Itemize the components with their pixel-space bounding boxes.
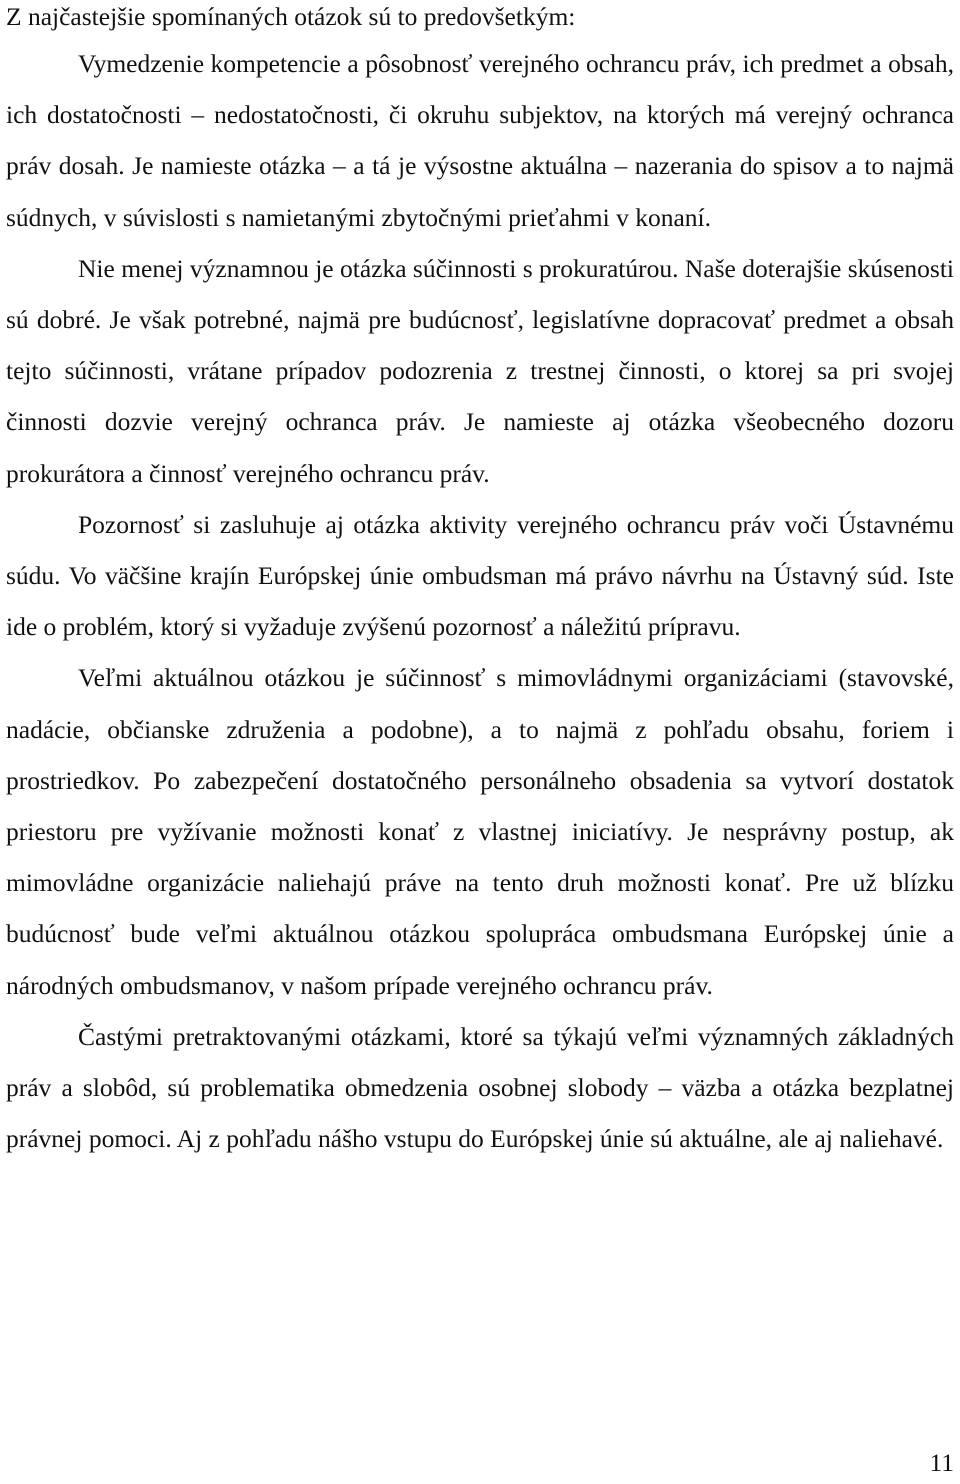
- paragraph-basic-rights: Častými pretraktovanými otázkami, ktoré sa týkajú veľmi významných základných práv a slobôd, sú problematika obmedzenia osobnej slobody – väzba a otázka bezplatnej právnej pomoci. Aj z pohľadu nášho vstupu do Európskej únie sú aktuálne, ale aj naliehavé.: [6, 1021, 954, 1154]
- body-text: [6, 38, 954, 1164]
- intro-line: Z najčastejšie spomínaných otázok sú to predovšetkým:: [6, 2, 576, 31]
- document-page: [6, 0, 954, 1154]
- paragraph-competence: Vymedzenie kompetencie a pôsobnosť verejného ochrancu práv, ich predmet a obsah, ich dostatočnosti – nedostatočnosti, či okruhu subjektov, na ktorých má verejný ochranca práv dosah. Je namieste otázka – a tá je výsostne aktuálna – nazerania do spisov a to najmä súdnych, v súvislosti s namietanými zbytočnými prieťahmi v konaní.: [6, 49, 954, 232]
- paragraph-constitutional-court: Pozornosť si zasluhuje aj otázka aktivity verejného ochrancu práv voči Ústavnému súdu. Vo väčšine krajín Európskej únie ombudsman má právo návrhu na Ústavný súd. Iste ide o problém, ktorý si vyžaduje zvýšenú pozornosť a náležitú prípravu.: [6, 509, 954, 642]
- intro-block: [6, 0, 954, 40]
- paragraph-prosecution: Nie menej významnou je otázka súčinnosti s prokuratúrou. Naše doterajšie skúsenosti sú dobré. Je však potrebné, najmä pre budúcnosť, legislatívne dopracovať predmet a obsah tejto súčinnosti, vrátane prípadov podozrenia z trestnej činnosti, o ktorej sa pri svojej činnosti dozvie verejný ochranca práv. Je namieste aj otázka všeobecného dozoru prokurátora a činnosť verejného ochrancu práv.: [6, 253, 954, 488]
- page-number: 11: [929, 1448, 954, 1477]
- paragraph-ngo-cooperation: Veľmi aktuálnou otázkou je súčinnosť s mimovládnymi organizáciami (stavovské, nadácie, občianske združenia a podobne), a to najmä z pohľadu obsahu, foriem i prostriedkov. Po zabezpečení dostatočného personálneho obsadenia sa vytvorí dostatok priestoru pre vyžívanie možnosti konať z vlastnej iniciatívy. Je nesprávny postup, ak mimovládne organizácie naliehajú práve na tento druh možnosti konať. Pre už blízku budúcnosť bude veľmi aktuálnou otázkou spolupráca ombudsmana Európskej únie a národných ombudsmanov, v našom prípade verejného ochrancu práv.: [6, 663, 954, 1000]
